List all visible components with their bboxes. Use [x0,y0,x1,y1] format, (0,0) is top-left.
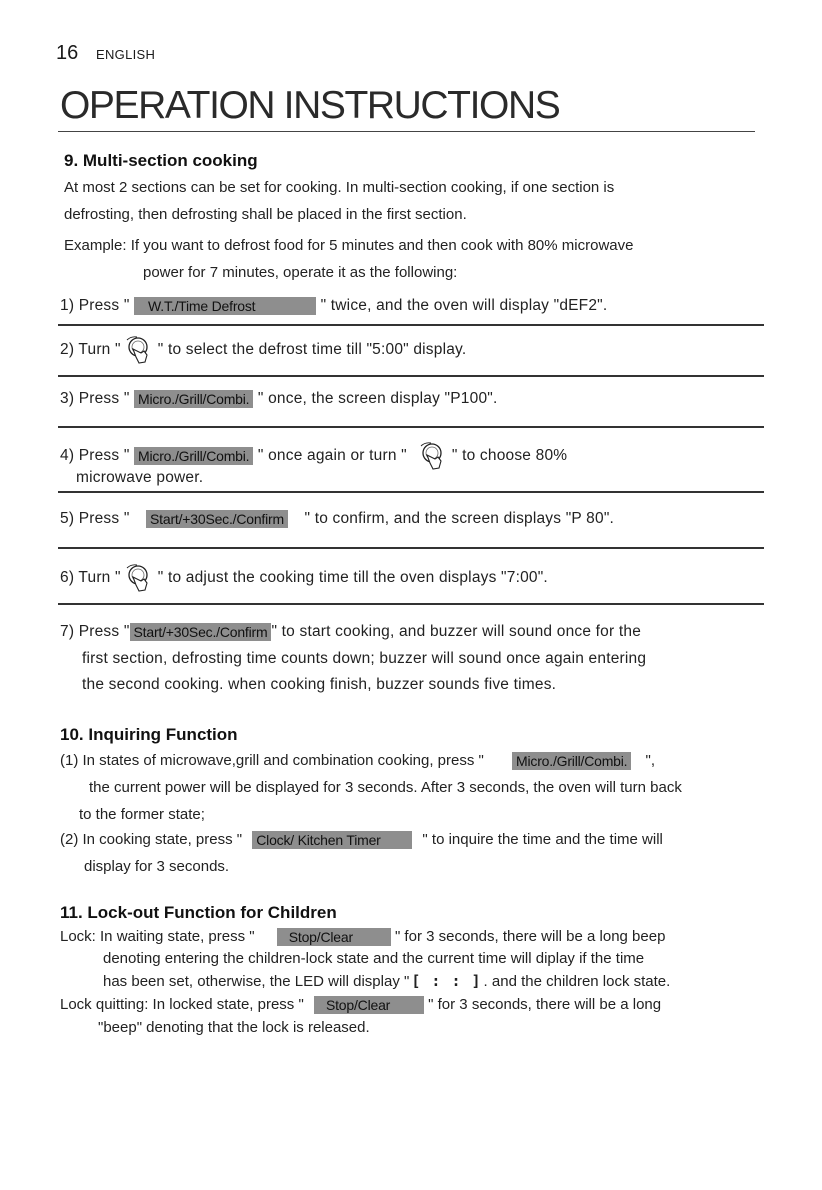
lock-quit-line2: "beep" denoting that the lock is released. [98,1019,370,1036]
lock-line1 [60,928,665,946]
step2-post: " to select the defrost time till "5:00" display. [157,341,467,359]
section10-heading: 10. Inquiring Function [60,725,238,744]
section10-item1 [60,752,655,770]
lock-quit-line1 [60,996,661,1014]
title-underline [58,131,755,132]
divider [58,426,764,428]
start-30sec-confirm-button[interactable]: Start/+30Sec./Confirm [146,510,288,528]
step6-pre: 6) Turn " [60,569,121,587]
step2-pre: 2) Turn " [60,341,121,359]
lock-line3 [103,972,670,990]
start-30sec-confirm-button[interactable]: Start/+30Sec./Confirm [130,623,272,641]
page-title: OPERATION INSTRUCTIONS [60,84,560,127]
lock-line2: denoting entering the children-lock state and the current time will diplay if the time [103,950,645,967]
item2-pre: (2) In cooking state, press " [60,831,243,848]
step6 [60,563,548,593]
dial-knob-icon [125,335,153,365]
section10-item1-line2: the current power will be displayed for 3 seconds. After 3 seconds, the oven will turn back [89,779,682,796]
step7-pre: 7) Press " [60,623,130,641]
micro-grill-combi-button[interactable]: Micro./Grill/Combi. [512,752,631,770]
dial-knob-icon [125,563,153,593]
section11-heading: 11. Lock-out Function for Children [60,903,337,922]
section10-item1-line3: to the former state; [79,806,205,823]
micro-grill-combi-button[interactable]: Micro./Grill/Combi. [134,447,253,465]
item1-pre: (1) In states of microwave,grill and combination cooking, press " [60,752,484,769]
step2 [60,335,466,365]
step7-line3: the second cooking. when cooking finish, buzzer sounds five times. [82,676,557,693]
page-number: 16 [56,42,79,64]
stop-clear-button[interactable]: Stop/Clear [277,928,391,946]
step4-pre: 4) Press " [60,447,130,465]
quit-pre: Lock quitting: In locked state, press " [60,996,304,1013]
lock-line3-post: . and the children lock state. [483,973,671,990]
step7 [60,623,641,641]
divider [58,375,764,377]
quit-post: " for 3 seconds, there will be a long [428,996,662,1013]
step4-post: " to choose 80% [451,447,568,465]
step4 [60,441,567,471]
divider [58,491,764,493]
led-display-lock-symbol: [ : : ] [411,972,482,990]
step4-mid: " once again or turn " [257,447,407,465]
lock-pre: Lock: In waiting state, press " [60,928,255,945]
stop-clear-button[interactable]: Stop/Clear [314,996,424,1014]
wt-time-defrost-button[interactable]: W.T./Time Defrost [134,297,316,315]
step3 [60,390,497,408]
section10-item2 [60,831,663,849]
section9-intro-line2: defrosting, then defrosting shall be placed in the first section. [64,206,467,223]
step7-line2: first section, defrosting time counts down; buzzer will sound once again entering [82,650,647,667]
divider [58,603,764,605]
lock-post: " for 3 seconds, there will be a long beep [394,928,666,945]
section10-item2-line2: display for 3 seconds. [84,858,230,875]
step5-post: " to confirm, and the screen displays "P 80". [304,510,615,528]
dial-knob-icon [419,441,447,471]
step7-post: " to start cooking, and buzzer will sound once for the [271,623,642,641]
step1-pre: 1) Press " [60,297,130,315]
section9-heading: 9. Multi-section cooking [64,151,258,170]
step5-pre: 5) Press " [60,510,130,528]
item2-post: " to inquire the time and the time will [422,831,663,848]
item1-post: ", [645,752,656,769]
language-label: ENGLISH [96,47,156,62]
step3-pre: 3) Press " [60,390,130,408]
micro-grill-combi-button[interactable]: Micro./Grill/Combi. [134,390,253,408]
divider [58,547,764,549]
clock-kitchen-timer-button[interactable]: Clock/ Kitchen Timer [252,831,412,849]
lock-line3-pre: has been set, otherwise, the LED will display " [103,973,410,990]
section9-intro-line1: At most 2 sections can be set for cooking. In multi-section cooking, if one section is [64,179,615,196]
step6-post: " to adjust the cooking time till the oven displays "7:00". [157,569,548,587]
step3-post: " once, the screen display "P100". [257,390,498,408]
step5 [60,510,614,528]
section9-example-line2: power for 7 minutes, operate it as the following: [143,264,458,281]
divider [58,324,764,326]
step1 [60,297,607,315]
step4-line2: microwave power. [76,469,204,486]
step1-post: " twice, and the oven will display "dEF2". [320,297,608,315]
section9-example-line1: Example: If you want to defrost food for 5 minutes and then cook with 80% microwave [64,237,634,254]
